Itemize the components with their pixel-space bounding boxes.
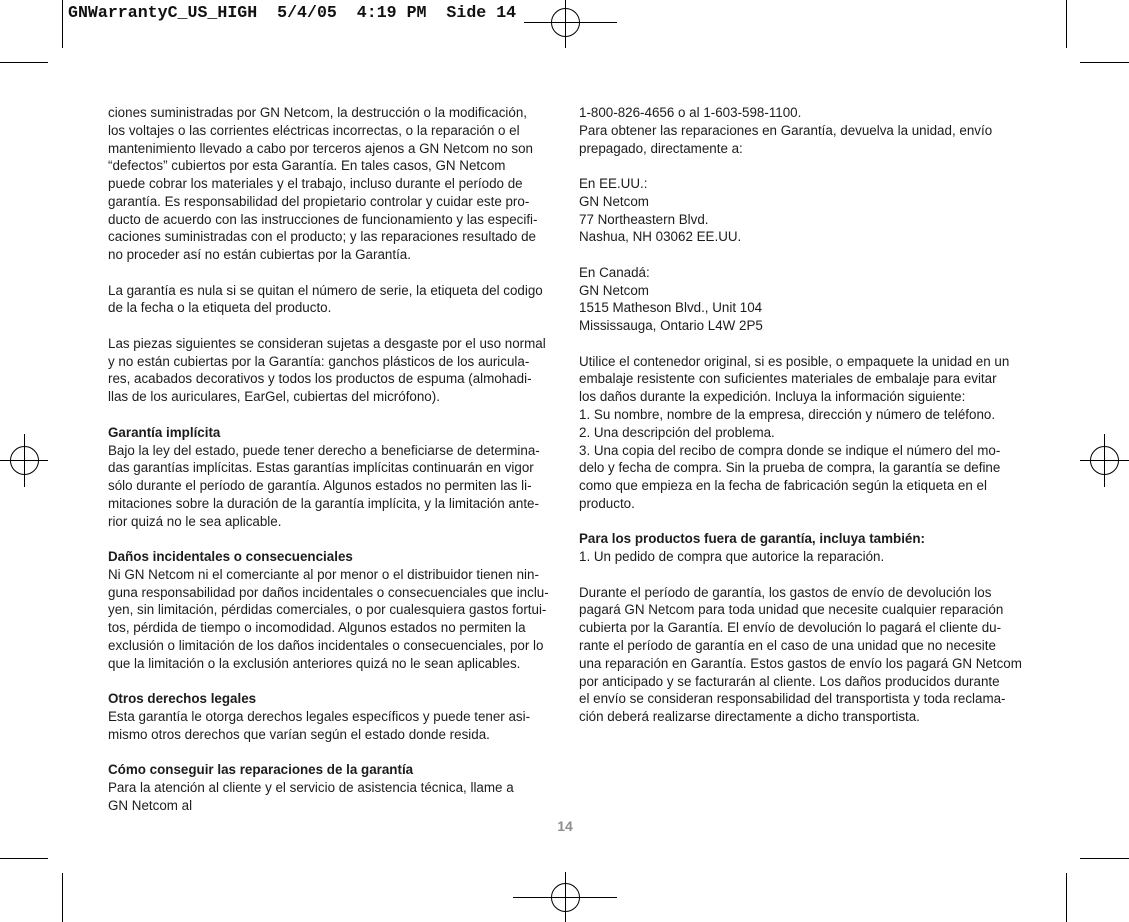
address-line: Nashua, NH 03062 EE.UU. [579,229,742,245]
text-line: una reparación en Garantía. Estos gastos de envío los pagará GN Netcom [579,655,1022,671]
address-line: GN Netcom [579,193,649,209]
section-implied-warranty [108,424,556,531]
right-column [579,104,1027,726]
text-line: garantía. Es responsabilidad del propietario controlar y cuidar este pro- [108,193,530,209]
text-line: rior quizá no le sea aplicable. [108,513,282,529]
text-line: de la fecha o la etiqueta del producto. [108,300,332,316]
text-line: pagará GN Netcom para toda unidad que necesite cualquier reparación [579,602,1004,618]
text-line: Las piezas siguientes se consideran sujetas a desgaste por el uso normal [108,335,546,351]
text-line: Para la atención al cliente y el servicio de asistencia técnica, llame a [108,780,514,796]
text-line: ciones suministradas por GN Netcom, la destrucción o la modificación, [108,105,528,120]
address-label: En Canadá: [579,264,650,280]
us-address [579,175,1027,246]
section-other-rights [108,690,556,743]
text-line: prepagado, directamente a: [579,140,743,156]
registration-mark-bottom [513,872,617,922]
paragraph-phone-and-return [579,104,1027,157]
text-line: embalaje resistente con suficientes materiales de embalaje para evitar [579,371,997,387]
canada-address [579,264,1027,335]
section-heading: Para los productos fuera de garantía, incluya también: [579,531,926,547]
paragraph-packing-instructions [579,353,1027,513]
address-line: Mississauga, Ontario L4W 2P5 [579,318,763,334]
text-line: mitaciones sobre la duración de la garantía implícita, y la limitación ante- [108,495,539,511]
paragraph-shipping-costs [579,584,1027,726]
text-line: Esta garantía le otorga derechos legales específicos y puede tener asi- [108,709,531,725]
text-line: cubierta por la Garantía. El envío de devolución lo pagará el cliente du- [579,620,1002,636]
text-line: Utilice el contenedor original, si es posible, o empaquete la unidad en un [579,353,1010,369]
paragraph-void-conditions [108,282,556,318]
section-heading: Cómo conseguir las reparaciones de la garantía [108,762,414,778]
text-line: los daños durante la expedición. Incluya la información siguiente: [579,389,966,405]
list-item: 3. Una copia del recibo de compra donde se indique el número del mo- [579,442,1001,458]
text-line: res, acabados decorativos y todos los productos de espuma (almohadi- [108,371,532,387]
section-heading: Daños incidentales o consecuenciales [108,549,353,565]
list-item: 1. Un pedido de compra que autorice la reparación. [579,549,885,565]
text-line: Para obtener las reparaciones en Garantía, devuelva la unidad, envío [579,122,993,138]
list-item: 2. Una descripción del problema. [579,424,775,440]
text-line: llas de los auriculares, EarGel, cubiertas del micrófono). [108,389,440,405]
print-slug: GNWarrantyC_US_HIGH 5/4/05 4:19 PM Side 14 [68,3,517,22]
address-line: 1515 Matheson Blvd., Unit 104 [579,300,763,316]
address-label: En EE.UU.: [579,176,648,192]
text-line: sólo durante el período de garantía. Algunos estados no permiten las li- [108,478,532,494]
paragraph-exclusions [108,104,556,264]
text-line: yen, sin limitación, pérdidas comerciales, o por cualesquiera gastos fortui- [108,602,547,618]
text-line: mismo otros derechos que varían según el estado donde resida. [108,726,490,742]
section-heading: Garantía implícita [108,424,221,440]
left-column [108,104,556,815]
text-line: das garantías implícitas. Estas garantías implícitas continuarán en vigor [108,460,534,476]
text-line: por anticipado y se facturarán al cliente. Los daños producidos durante [579,673,1000,689]
text-line: 1-800-826-4656 o al 1-603-598-1100. [579,105,802,120]
address-line: 77 Northeastern Blvd. [579,211,709,227]
address-line: GN Netcom [579,282,649,298]
text-line: Ni GN Netcom ni el comerciante al por menor o el distribuidor tienen nin- [108,566,539,582]
registration-mark-left [0,434,48,487]
section-how-to-get-repairs [108,761,556,814]
text-line: La garantía es nula si se quitan el número de serie, la etiqueta del codigo [108,282,543,298]
text-line: delo y fecha de compra. Sin la prueba de compra, la garantía se define [579,460,1001,476]
paragraph-wear-parts [108,335,556,406]
text-line: Durante el período de garantía, los gastos de envío de devolución los [579,584,992,600]
text-line: producto. [579,495,635,511]
page-number: 14 [557,818,573,834]
text-line: GN Netcom al [108,797,193,813]
text-line: los voltajes o las corrientes eléctricas incorrectas, o la reparación o el [108,122,520,138]
registration-mark-top [524,0,617,48]
text-line: caciones suministradas con el producto; y las reparaciones resultado de [108,229,536,245]
text-line: que la limitación o la exclusión anteriores quizá no le sean aplicables. [108,655,521,671]
registration-mark-right [1080,434,1129,487]
section-out-of-warranty [579,530,1027,566]
text-line: ducto de acuerdo con las instrucciones de funcionamiento y las especifi- [108,211,538,227]
text-line: exclusión o limitación de los daños incidentales o consecuenciales, por lo [108,637,544,653]
text-line: guna responsabilidad por daños incidentales o consecuenciales que inclu- [108,584,549,600]
text-line: y no están cubiertas por la Garantía: ganchos plásticos de los auricula- [108,353,530,369]
section-incidental-damages [108,548,556,672]
text-line: Bajo la ley del estado, puede tener derecho a beneficiarse de determina- [108,442,540,458]
text-line: el envío se consideran responsabilidad del transportista y toda reclama- [579,691,1006,707]
text-line: “defectos” cubiertos por esta Garantía. En tales casos, GN Netcom [108,158,506,174]
text-line: ción deberá realizarse directamente a dicho transportista. [579,709,920,725]
text-line: como que empieza en la fecha de fabricación según la etiqueta en el [579,478,987,494]
text-line: mantenimiento llevado a cabo por terceros ajenos a GN Netcom no son [108,140,534,156]
text-line: puede cobrar los materiales y el trabajo, incluso durante el período de [108,176,523,192]
section-heading: Otros derechos legales [108,691,257,707]
list-item: 1. Su nombre, nombre de la empresa, dirección y número de teléfono. [579,407,996,423]
text-line: rante el período de garantía en el caso de una unidad que no necesite [579,637,996,653]
text-line: tos, pérdida de tiempo o incomodidad. Algunos estados no permiten la [108,620,526,636]
text-line: no proceder así no están cubiertas por la Garantía. [108,247,411,263]
